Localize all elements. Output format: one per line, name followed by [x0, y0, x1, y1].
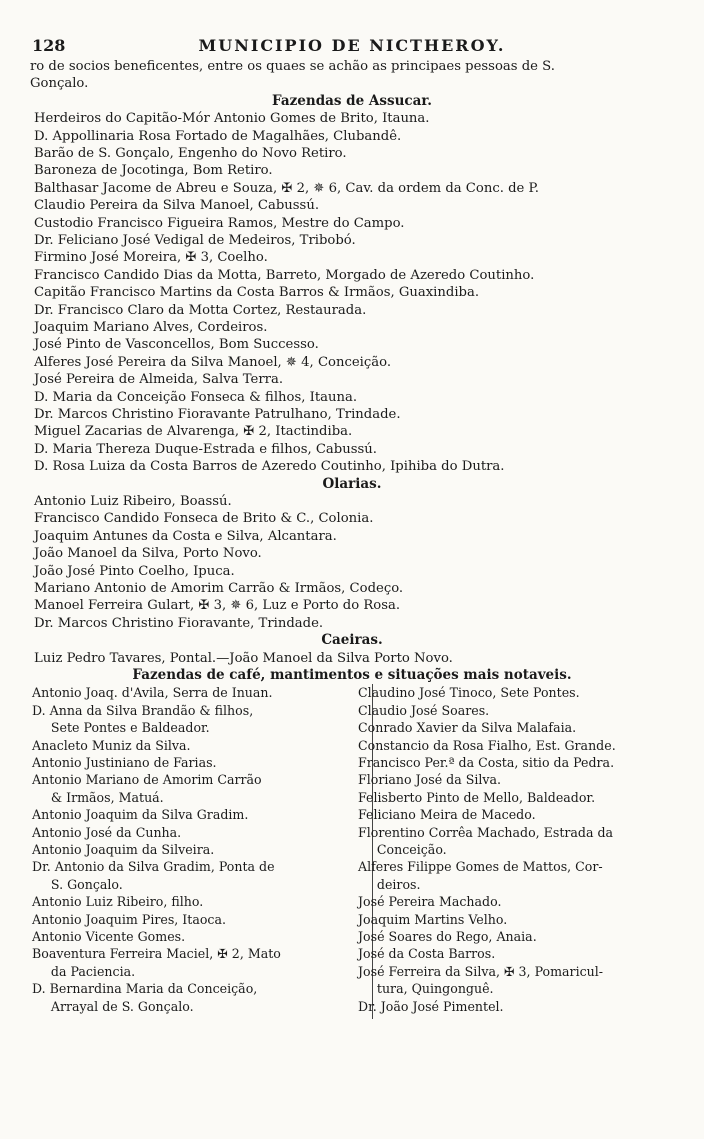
- entry-line: D. Maria da Conceição Fonseca & filhos, Itauna.: [34, 389, 358, 405]
- entry-line: Joaquim Mariano Alves, Cordeiros.: [34, 320, 268, 335]
- entry-line: D. Appollinaria Rosa Fortado de Magalhães, Clubandê.: [34, 128, 402, 144]
- column-entry: José da Costa Barros.: [358, 946, 496, 962]
- column-entry: Anacleto Muniz da Silva.: [32, 737, 191, 753]
- column-entry: José Ferreira da Silva, ✠ 3, Pomaricul-: [358, 963, 604, 979]
- section-heading-caeiras: Caeiras.: [321, 632, 383, 649]
- entry-line: José Pereira de Almeida, Salva Terra.: [34, 372, 284, 388]
- column-entry: tura, Quingonguê.: [358, 981, 494, 997]
- column-entry: Arrayal de S. Gonçalo.: [32, 998, 194, 1014]
- entry-line: João José Pinto Coelho, Ipuca.: [34, 563, 235, 579]
- column-entry: da Paciencia.: [32, 963, 136, 979]
- section-heading-olarias: Olarias.: [322, 475, 382, 492]
- entry-line: Balthasar Jacome de Abreu e Souza, ✠ 2, ✵ 6, Cav. da ordem da Conc. de P.: [34, 180, 539, 196]
- entry-line: Dr. Marcos Christino Fioravante, Trindade.: [34, 615, 324, 631]
- entry-line: Luiz Pedro Tavares, Pontal.—João Manoel da Silva Porto Novo.: [34, 650, 453, 666]
- entry-line: D. Maria Thereza Duque-Estrada e filhos, Cabussú.: [34, 441, 377, 457]
- cafe-left-column: [32, 684, 373, 1019]
- column-entry: Sete Pontes e Baldeador.: [32, 720, 210, 736]
- column-entry: Boaventura Ferreira Maciel, ✠ 2, Mato: [32, 946, 281, 962]
- entry-line: Dr. Francisco Claro da Motta Cortez, Restaurada.: [34, 302, 367, 318]
- entry-line: Miguel Zacarias de Alvarenga, ✠ 2, Itactindiba.: [34, 424, 353, 440]
- entry-line: José Pinto de Vasconcellos, Bom Successo.: [34, 337, 319, 353]
- entry-line: Mariano Antonio de Amorim Carrão & Irmãos, Codeço.: [34, 581, 404, 596]
- page-header: [0, 36, 704, 56]
- entry-line: Barão de S. Gonçalo, Engenho do Novo Retiro.: [34, 146, 347, 161]
- entry-line: D. Rosa Luiza da Costa Barros de Azeredo Coutinho, Ipihiba do Dutra.: [34, 459, 505, 475]
- entry-line: João Manoel da Silva, Porto Novo.: [34, 546, 262, 562]
- column-entry: Conceição.: [358, 841, 447, 857]
- column-entry: Antonio Joaquim Pires, Itaoca.: [32, 911, 226, 927]
- column-entry: José Soares do Rego, Anaia.: [358, 928, 537, 944]
- column-entry: Antonio Mariano de Amorim Carrão: [32, 772, 262, 788]
- page-number: 128: [32, 36, 66, 55]
- entry-line: Baroneza de Jocotinga, Bom Retiro.: [34, 163, 273, 179]
- column-entry: Felisberto Pinto de Mello, Baldeador.: [358, 789, 596, 805]
- column-entry: Antonio Joaq. d'Avila, Serra de Inuan.: [32, 685, 273, 701]
- column-entry: Dr. João José Pimentel.: [358, 998, 504, 1014]
- column-entry: & Irmãos, Matuá.: [32, 789, 164, 805]
- column-entry: Antonio Luiz Ribeiro, filho.: [32, 894, 204, 910]
- entry-line: Francisco Candido Dias da Motta, Barreto, Morgado de Azeredo Coutinho.: [34, 267, 535, 283]
- column-entry: Antonio Justiniano de Farias.: [32, 754, 217, 770]
- entry-line: Manoel Ferreira Gulart, ✠ 3, ✵ 6, Luz e Porto do Rosa.: [34, 598, 401, 614]
- column-entry: S. Gonçalo.: [32, 876, 123, 892]
- column-entry: D. Bernardina Maria da Conceição,: [32, 981, 258, 997]
- column-entry: Francisco Per.ª da Costa, sitio da Pedra.: [358, 754, 615, 770]
- entry-line: Capitão Francisco Martins da Costa Barros & Irmãos, Guaxindiba.: [34, 285, 480, 301]
- column-entry: Antonio Joaquim da Silveira.: [32, 841, 215, 857]
- entry-line: Alferes José Pereira da Silva Manoel, ✵ 4, Conceição.: [34, 354, 392, 370]
- entry-line: Herdeiros do Capitão-Mór Antonio Gomes de Brito, Itauna.: [34, 111, 430, 127]
- column-entry: Joaquim Martins Velho.: [358, 911, 508, 927]
- column-entry: José Pereira Machado.: [358, 894, 502, 910]
- column-entry: Floriano José da Silva.: [358, 772, 502, 788]
- entry-line: Antonio Luiz Ribeiro, Boassú.: [34, 494, 232, 509]
- column-entry: Constancio da Rosa Fialho, Est. Grande.: [358, 737, 616, 753]
- entry-line: Joaquim Antunes da Costa e Silva, Alcantara.: [34, 528, 337, 544]
- entry-line: Dr. Marcos Christino Fioravante Patrulhano, Trindade.: [34, 407, 401, 422]
- column-entry: Antonio Vicente Gomes.: [32, 928, 186, 944]
- column-entry: Florentino Corrêa Machado, Estrada da: [358, 824, 614, 840]
- column-entry: Claudio José Soares.: [358, 702, 490, 718]
- entry-line: Custodio Francisco Figueira Ramos, Mestre do Campo.: [34, 215, 405, 231]
- section-heading-assucar: Fazendas de Assucar.: [272, 92, 432, 109]
- intro-line: Gonçalo.: [30, 76, 89, 92]
- intro-line: ro de socios beneficentes, entre os quaes se achão as principaes pessoas de S.: [30, 59, 555, 74]
- entry-line: Francisco Candido Fonseca de Brito & C., Colonia.: [34, 511, 374, 527]
- column-entry: Antonio José da Cunha.: [32, 824, 182, 840]
- column-entry: Conrado Xavier da Silva Malafaia.: [358, 720, 577, 736]
- running-title: MUNICIPIO DE NICTHEROY.: [198, 36, 506, 55]
- column-entry: Antonio Joaquim da Silva Gradim.: [32, 807, 249, 823]
- entry-line: Dr. Feliciano José Vedigal de Medeiros, Tribobó.: [34, 233, 356, 248]
- column-entry: Claudino José Tinoco, Sete Pontes.: [358, 685, 580, 701]
- column-entry: Alferes Filippe Gomes de Mattos, Cor-: [358, 859, 603, 875]
- section-heading-cafe: Fazendas de café, mantimentos e situações mais notaveis.: [132, 667, 572, 683]
- column-entry: deiros.: [358, 876, 421, 892]
- column-entry: Feliciano Meira de Macedo.: [358, 807, 536, 823]
- column-entry: D. Anna da Silva Brandão & filhos,: [32, 702, 254, 718]
- column-entry: Dr. Antonio da Silva Gradim, Ponta de: [32, 859, 275, 875]
- entry-line: Firmino José Moreira, ✠ 3, Coelho.: [34, 250, 268, 266]
- entry-line: Claudio Pereira da Silva Manoel, Cabussú.: [34, 198, 320, 214]
